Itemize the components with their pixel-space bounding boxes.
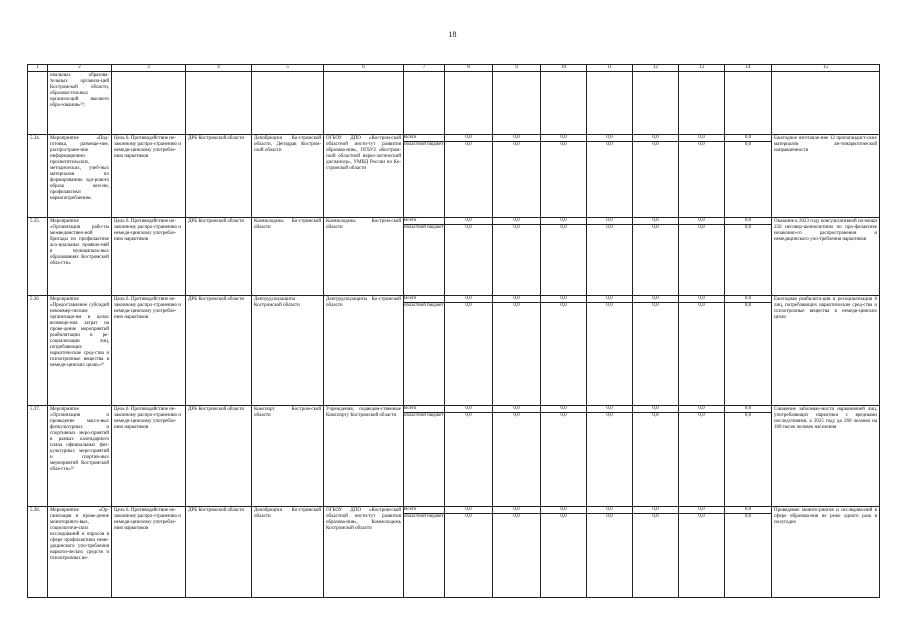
value-budget: 0,0 xyxy=(652,303,659,308)
value-cell xyxy=(725,406,772,507)
column-header: 10 xyxy=(541,65,587,72)
value-budget: 0,0 xyxy=(606,413,613,418)
value-total: 0,0 xyxy=(445,507,492,514)
value-total: 0,0 xyxy=(587,218,632,225)
participants-cell: Депгрудсоцзащиты Ко-стромской области xyxy=(324,296,404,406)
result-cell: Оказание к 2023 году консультативной по-мощи 250 несовер-шеннолетним по про-филактике незаконно-го распространения и немедицинского упо-требления наркотиков xyxy=(772,218,880,296)
value-budget: 0,0 xyxy=(652,225,659,230)
value-budget: 0,0 xyxy=(560,303,567,308)
value-cell xyxy=(541,507,587,598)
value-cell xyxy=(725,507,772,598)
value-total: 0,0 xyxy=(445,135,492,142)
table-row xyxy=(28,507,880,598)
row-number: 5.34. xyxy=(28,135,48,218)
source-total: Всего xyxy=(404,218,444,225)
customer-cell: ДРБ Костромской области xyxy=(186,296,252,406)
value-budget: 0,0 xyxy=(652,514,659,519)
value-budget: 0,0 xyxy=(465,514,472,519)
source-total: Всего xyxy=(404,507,444,514)
value-total: 0,0 xyxy=(541,218,586,225)
value-budget: 0,0 xyxy=(465,413,472,418)
value-budget: 0,0 xyxy=(606,303,613,308)
value-cell xyxy=(587,218,633,296)
value-cell xyxy=(633,406,679,507)
table-row-continued xyxy=(28,72,880,135)
value-total: 0,0 xyxy=(633,218,678,225)
goal-cell: Цель 6. Противодействие не-законному распро-странению и немеди-цинскому употребле-нию наркотиков xyxy=(112,135,186,218)
table-row xyxy=(28,296,880,406)
value-total: 0,0 xyxy=(587,296,632,303)
value-budget: 0,0 xyxy=(513,225,520,230)
value-budget: 0,0 xyxy=(513,303,520,308)
value-total: 0,0 xyxy=(541,296,586,303)
executors-cell: Депобрнауки Ко-стромской области, Депздрав Костром-ской области xyxy=(252,135,324,218)
value-total: 0,0 xyxy=(679,406,724,413)
value-cell xyxy=(541,218,587,296)
column-header: 11 xyxy=(587,65,633,72)
value-total: 0,0 xyxy=(541,507,586,514)
executors-cell: Депгрудсоцзащиты Костромской области xyxy=(252,296,324,406)
participants-cell: Учреждения, подведом-ственные Комспорту Костромской области xyxy=(324,406,404,507)
source-total: Всего xyxy=(404,406,444,413)
value-cell xyxy=(679,218,725,296)
value-cell xyxy=(679,135,725,218)
value-budget: 0,0 xyxy=(698,142,705,147)
value-budget: 0,0 xyxy=(744,225,752,230)
customer-cell: ДРБ Костромской области xyxy=(186,406,252,507)
source-budget: областной бюджет xyxy=(404,303,444,308)
funding-source-cell xyxy=(404,296,445,406)
table-row xyxy=(28,218,880,296)
goal-cell: Цель 6. Противодействие не-законному распро-странению и немеди-цинскому употребле-нию наркотиков xyxy=(112,507,186,598)
value-budget: 0,0 xyxy=(513,142,520,147)
value-budget: 0,0 xyxy=(560,514,567,519)
value-total: 0,0 xyxy=(587,406,632,413)
activity-cell: Мероприятие «Организация и проведение массо-вых физкультурных и спортивных меро-приятий в рамках календарного плана официальных физ-культурных меро-приятий и спортив-ных мероприятий Костромской обла-сти»³² xyxy=(48,406,112,507)
column-header: 7 xyxy=(404,65,445,72)
activity-cell: Мероприятие «Под-готовка, размеще-ние, распростране-ние информационно-просветительских, методических, учеб-ных материалов по формированию здо-рового образа жиз-ни, профилактики наркопотребления» xyxy=(48,135,112,218)
column-header: 4 xyxy=(186,65,252,72)
value-budget: 0,0 xyxy=(744,142,752,147)
activity-cell: ональных образова-тельных организа-ций Костромской области, образова-тельных организа-ций высшего обра-зования»³³; xyxy=(48,72,112,135)
goal-cell: Цель 6. Противодействие не-законному распро-странению и немеди-цинскому употребле-нию наркотиков xyxy=(112,296,186,406)
value-cell xyxy=(541,135,587,218)
value-total: 0,0 xyxy=(445,296,492,303)
value-budget: 0,0 xyxy=(698,514,705,519)
value-cell xyxy=(493,406,541,507)
activity-cell: Мероприятие «Организация рабо-ты межведомствен-ной бригады по профилактике асо-циальных проявле-ний в муниципаль-ных образованиях Костромской обла-сти» xyxy=(48,218,112,296)
value-cell xyxy=(679,296,725,406)
value-total: 0,0 xyxy=(725,406,771,413)
value-cell xyxy=(541,296,587,406)
value-total: 0,0 xyxy=(679,296,724,303)
value-cell xyxy=(587,135,633,218)
value-cell xyxy=(587,507,633,598)
value-cell xyxy=(633,296,679,406)
value-total: 0,0 xyxy=(445,406,492,413)
column-header: 12 xyxy=(633,65,679,72)
customer-cell: ДРБ Костромской области xyxy=(186,135,252,218)
value-budget: 0,0 xyxy=(698,303,705,308)
value-cell xyxy=(493,135,541,218)
source-total: Всего xyxy=(404,296,444,303)
value-cell xyxy=(725,218,772,296)
value-budget: 0,0 xyxy=(560,225,567,230)
value-budget: 0,0 xyxy=(560,142,567,147)
customer-cell: ДРБ Костромской области xyxy=(186,507,252,598)
participants-cell: ОГБОУ ДПО «Костром-ской областной инсти-тут развития образова-ния», Коммолодежь Костромской области xyxy=(324,507,404,598)
value-budget: 0,0 xyxy=(606,142,613,147)
value-total: 0,0 xyxy=(679,135,724,142)
value-budget: 0,0 xyxy=(744,303,752,308)
value-budget: 0,0 xyxy=(744,413,752,418)
value-cell xyxy=(445,218,493,296)
result-cell: Ежегодная реабилита-ция и ресоциализация 8 лиц, потребляющих наркотические сред-ства и психотропные вещества в немеди-цинских целях xyxy=(772,296,880,406)
value-cell xyxy=(541,406,587,507)
source-budget: областной бюджет xyxy=(404,514,444,519)
value-total: 0,0 xyxy=(633,406,678,413)
participants-cell: Коммолодежь Костром-ской области xyxy=(324,218,404,296)
value-total: 0,0 xyxy=(679,507,724,514)
value-total: 0,0 xyxy=(587,507,632,514)
goal-cell: Цель 6. Противодействие не-законному распро-странению и немеди-цинскому употребле-нию наркотиков xyxy=(112,406,186,507)
value-budget: 0,0 xyxy=(606,514,613,519)
value-budget: 0,0 xyxy=(744,514,752,519)
goal-cell: Цель 6. Противодействие не-законному распро-странению и немеди-цинскому употребле-нию наркотиков xyxy=(112,218,186,296)
value-cell xyxy=(633,218,679,296)
result-cell: Снижение заболевае-мости наркоманией лиц, употребляющих наркотики с вредными последствиями, к 2025 году до 260 человек на 100 тысяч человек населения xyxy=(772,406,880,507)
activity-cell: Мероприятие «Ор-ганизация и прове-дение мониторинго-вых, социологиче-ских исследований и опросов в сфере профилактики неме-дицинского упо-требления наркоти-ческих средств и психотропных ве- xyxy=(48,507,112,598)
column-header: 1 xyxy=(28,65,48,72)
source-budget: областной бюджет xyxy=(404,413,444,418)
column-header: 15 xyxy=(772,65,880,72)
funding-source-cell xyxy=(404,218,445,296)
value-total: 0,0 xyxy=(725,507,771,514)
source-total: Всего xyxy=(404,135,444,142)
value-cell xyxy=(679,507,725,598)
value-cell xyxy=(725,296,772,406)
value-cell xyxy=(445,296,493,406)
column-header: 2 xyxy=(48,65,112,72)
value-cell xyxy=(587,296,633,406)
value-total: 0,0 xyxy=(541,135,586,142)
value-budget: 0,0 xyxy=(652,413,659,418)
result-cell: Ежегодное изготовле-ние 12 пропагандист-ских материалов ан-тинаркотической направленности xyxy=(772,135,880,218)
value-cell xyxy=(725,135,772,218)
column-header: 13 xyxy=(679,65,725,72)
value-budget: 0,0 xyxy=(513,413,520,418)
source-budget: областной бюджет xyxy=(404,225,444,230)
customer-cell: ДРБ Костромской области xyxy=(186,218,252,296)
value-budget: 0,0 xyxy=(465,303,472,308)
column-header: 14 xyxy=(725,65,772,72)
value-budget: 0,0 xyxy=(560,413,567,418)
column-header: 8 xyxy=(445,65,493,72)
value-total: 0,0 xyxy=(725,296,771,303)
value-total: 0,0 xyxy=(493,406,540,413)
value-total: 0,0 xyxy=(493,296,540,303)
value-total: 0,0 xyxy=(725,135,771,142)
table-row xyxy=(28,135,880,218)
funding-source-cell xyxy=(404,135,445,218)
value-total: 0,0 xyxy=(679,218,724,225)
value-cell xyxy=(633,135,679,218)
funding-source-cell xyxy=(404,507,445,598)
value-total: 0,0 xyxy=(587,135,632,142)
value-cell xyxy=(633,507,679,598)
value-budget: 0,0 xyxy=(606,225,613,230)
value-budget: 0,0 xyxy=(465,142,472,147)
column-header: 9 xyxy=(493,65,541,72)
column-header: 5 xyxy=(252,65,324,72)
value-cell xyxy=(679,406,725,507)
source-budget: областной бюджет xyxy=(404,142,444,147)
row-number: 5.38. xyxy=(28,507,48,598)
value-budget: 0,0 xyxy=(652,142,659,147)
value-total: 0,0 xyxy=(493,218,540,225)
value-cell xyxy=(493,296,541,406)
program-activities-table xyxy=(27,64,880,598)
column-header: 3 xyxy=(112,65,186,72)
value-total: 0,0 xyxy=(541,406,586,413)
executors-cell: Коммолодежь Ко-стромской области xyxy=(252,218,324,296)
value-total: 0,0 xyxy=(493,135,540,142)
value-budget: 0,0 xyxy=(698,413,705,418)
result-cell: Проведение монито-рингов и исследова-ний в сфере образова-ния не реже одного раза в полугодие xyxy=(772,507,880,598)
value-total: 0,0 xyxy=(725,218,771,225)
value-total: 0,0 xyxy=(633,507,678,514)
value-cell xyxy=(445,135,493,218)
value-total: 0,0 xyxy=(445,218,492,225)
value-cell xyxy=(445,406,493,507)
value-budget: 0,0 xyxy=(513,514,520,519)
value-cell xyxy=(445,507,493,598)
value-total: 0,0 xyxy=(633,296,678,303)
activity-cell: Мероприятие «Предоставление субсидий некоммер-ческим организаци-ям в целях возмеще-ния затрат на прове-дение мероприятий реабилитации и ре-социализации лиц, потребляющих наркотические сред-ства и психотропные вещества в немеди-цинских целях»³² xyxy=(48,296,112,406)
value-budget: 0,0 xyxy=(465,225,472,230)
row-number: 5.36 xyxy=(28,296,48,406)
value-cell xyxy=(587,406,633,507)
participants-cell: ОГБОУ ДПО «Костром-ской областной инсти-тут развития образова-ния», ОГБУЗ «Костром-ской областной нарко-логический диспансер», УМВД России по Ко-стромской области xyxy=(324,135,404,218)
table-row xyxy=(28,406,880,507)
executors-cell: Депобрнауки Ко-стромской области xyxy=(252,507,324,598)
value-total: 0,0 xyxy=(493,507,540,514)
page-number: 18 xyxy=(448,30,457,39)
row-number: 5.35. xyxy=(28,218,48,296)
column-header: 6 xyxy=(324,65,404,72)
value-cell xyxy=(493,218,541,296)
row-number: 5.37. xyxy=(28,406,48,507)
column-number-row xyxy=(28,65,880,72)
value-budget: 0,0 xyxy=(698,225,705,230)
executors-cell: Комспорт Костром-ской области xyxy=(252,406,324,507)
value-cell xyxy=(493,507,541,598)
value-total: 0,0 xyxy=(633,135,678,142)
funding-source-cell xyxy=(404,406,445,507)
